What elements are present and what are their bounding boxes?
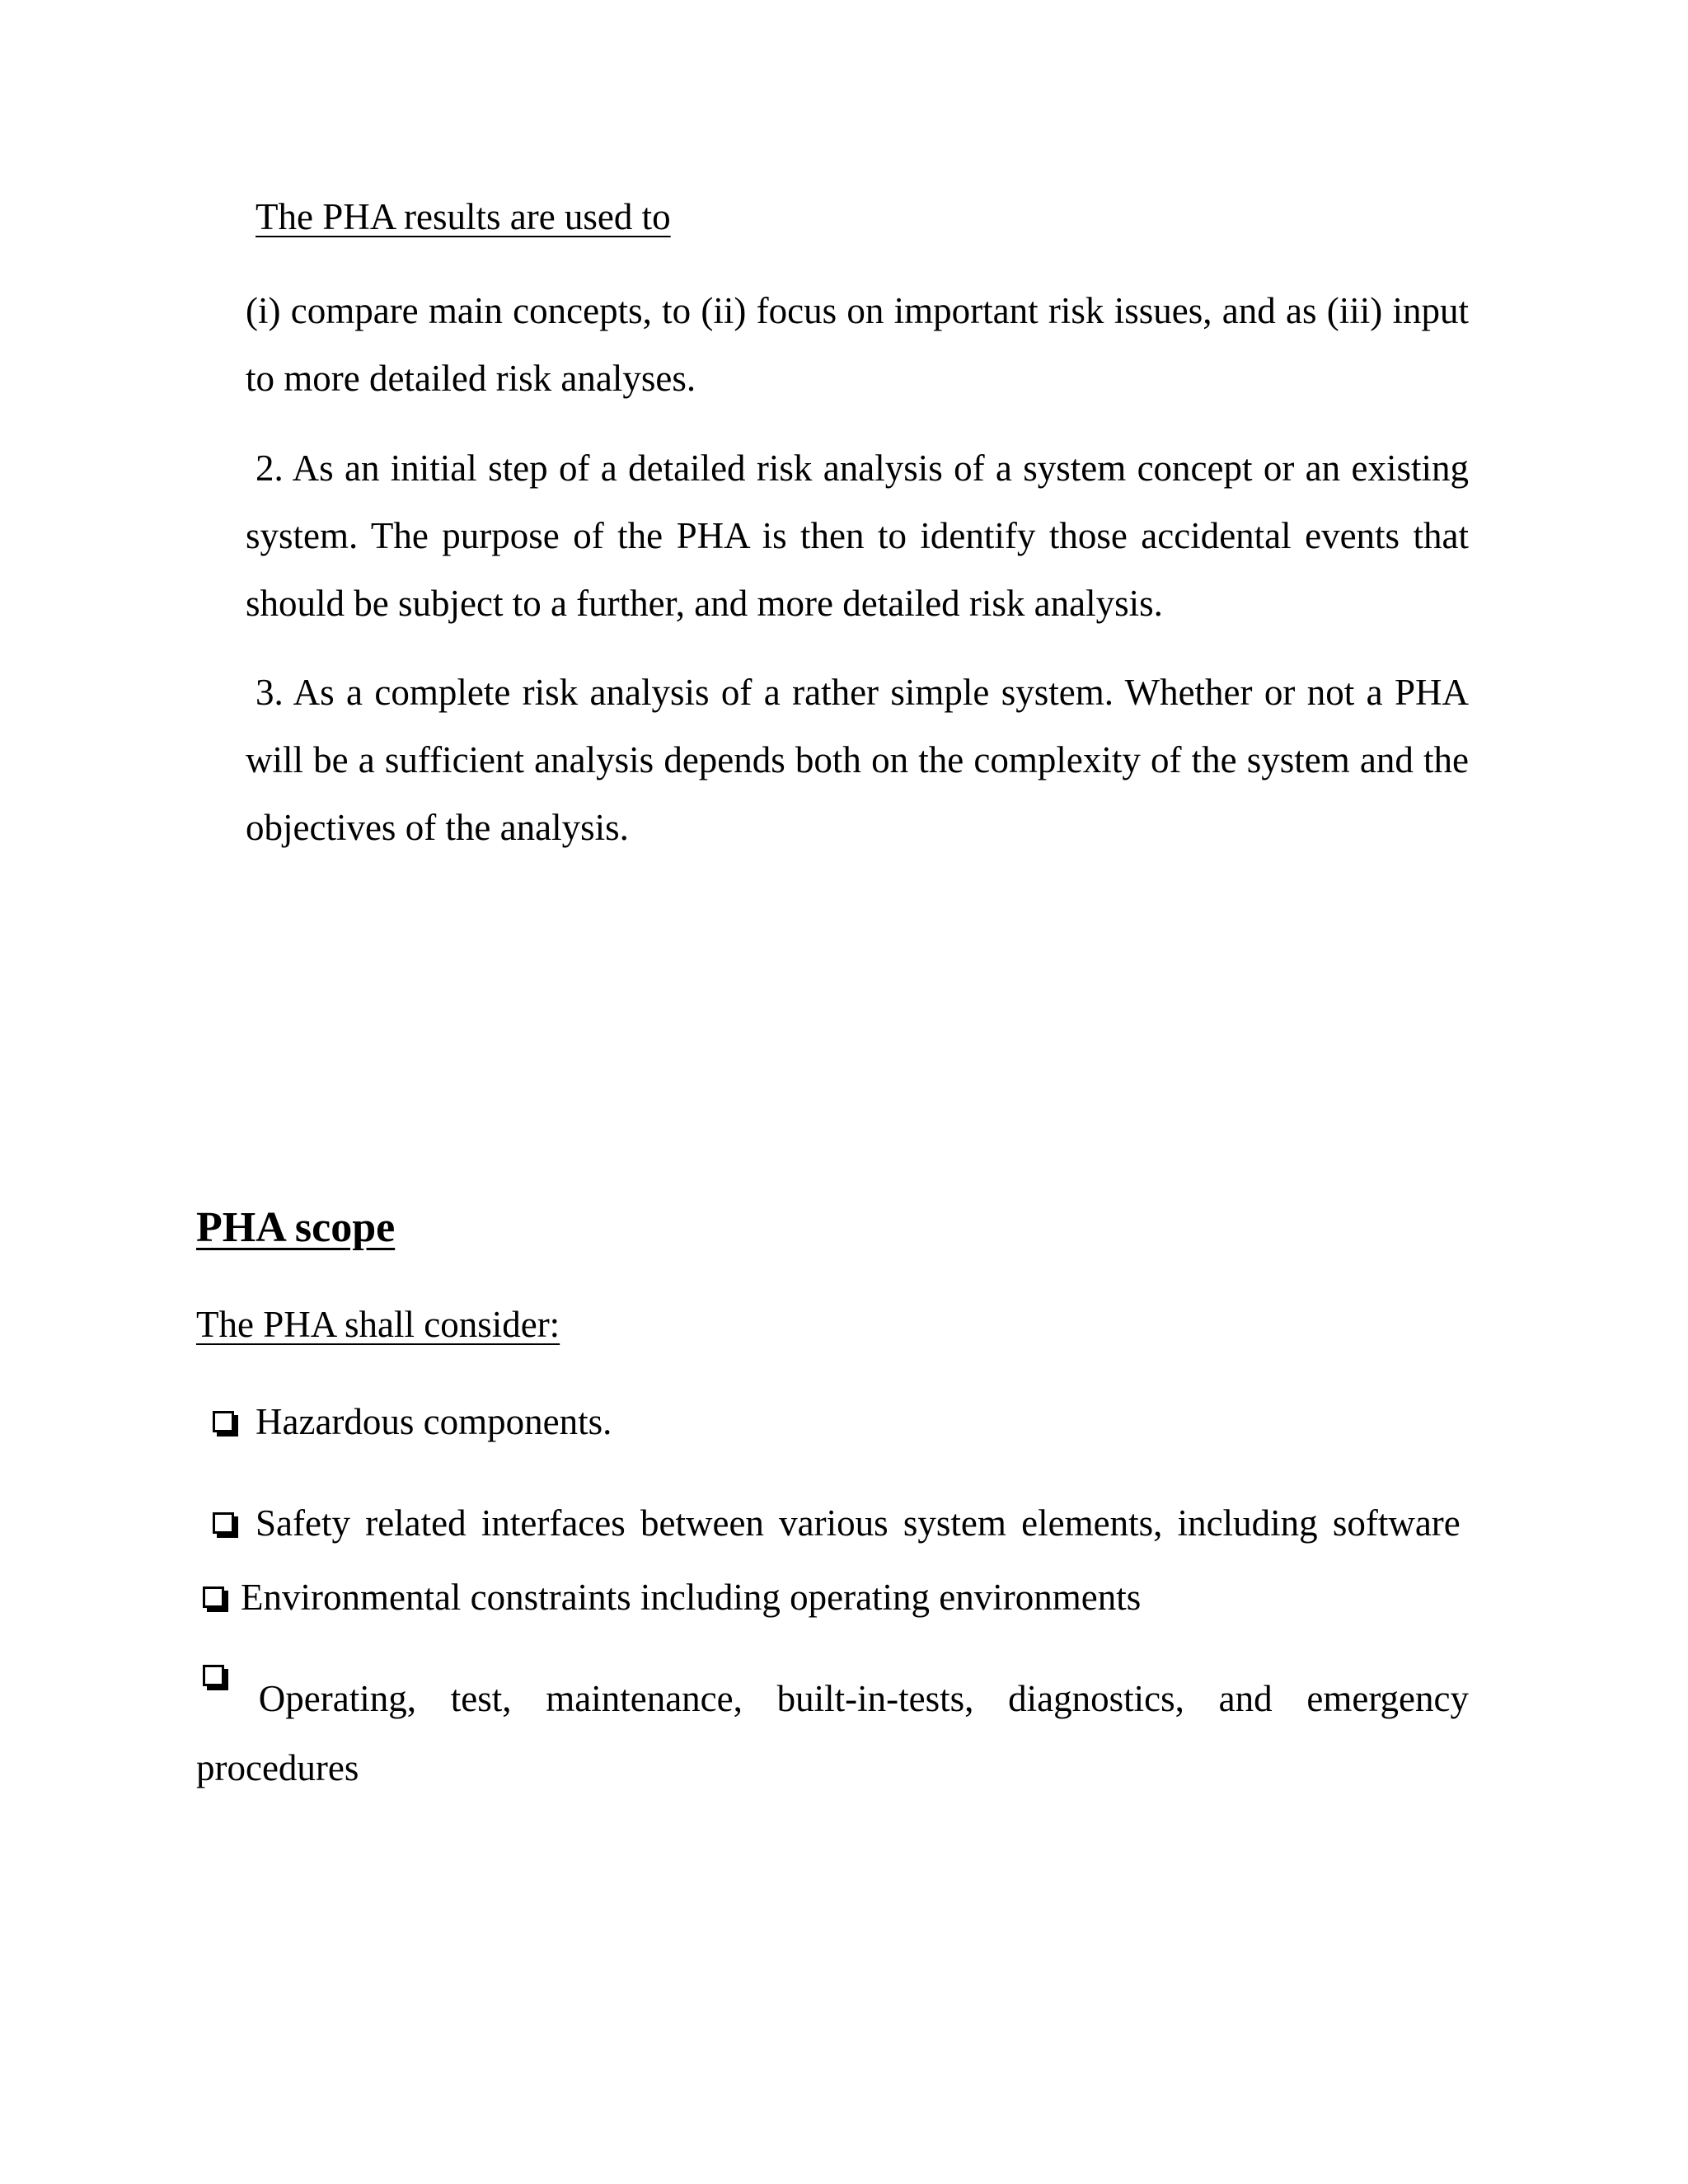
scope-bullet-4-word: built-in-tests, — [776, 1678, 974, 1719]
results-lead: The PHA results are used to — [256, 196, 671, 237]
results-item-1: (i) compare main concepts, to (ii) focus on important risk issues, and as (iii) input to more detailed risk analyses. — [246, 290, 1469, 399]
scope-bullet-3 — [203, 1563, 1141, 1631]
scope-bullet-1 — [213, 1388, 612, 1455]
scope-bullet-1-text: Hazardous components. — [256, 1401, 612, 1442]
scope-bullet-4 — [203, 1665, 1469, 1732]
checkbox-square-icon — [203, 1665, 224, 1686]
scope-bullet-2 — [213, 1489, 1469, 1557]
scope-bullet-4-word: emergency — [1306, 1678, 1469, 1719]
scope-bullet-4-word: maintenance, — [546, 1678, 743, 1719]
scope-heading: PHA scope — [196, 1204, 396, 1251]
checkbox-square-icon — [213, 1512, 234, 1534]
checkbox-square-icon — [213, 1411, 234, 1432]
checkbox-square-icon — [203, 1586, 224, 1608]
scope-bullet-4-word: test, — [450, 1678, 512, 1719]
scope-bullet-4-word: and — [1218, 1678, 1273, 1719]
scope-bullet-4-word: Operating, — [258, 1678, 416, 1719]
usage-item-2: 2. As an initial step of a detailed risk analysis of a system concept or an existing system. The purpose of the PHA is then to identify those accidental events that should be subject to a further, and more detailed risk analysis. — [246, 448, 1469, 624]
scope-bullet-4-continuation: procedures — [196, 1747, 359, 1788]
usage-item-3: 3. As a complete risk analysis of a rather simple system. Whether or not a PHA will be a sufficient analysis depends both on the complexity of the system and the objectives of the analysis. — [246, 672, 1469, 848]
scope-lead: The PHA shall consider: — [196, 1304, 560, 1345]
scope-bullet-2-text: Safety related interfaces between various system elements, including software — [256, 1502, 1461, 1544]
scope-bullet-3-text: Environmental constraints including operating environments — [241, 1577, 1142, 1618]
scope-bullet-4-word: diagnostics, — [1008, 1678, 1184, 1719]
